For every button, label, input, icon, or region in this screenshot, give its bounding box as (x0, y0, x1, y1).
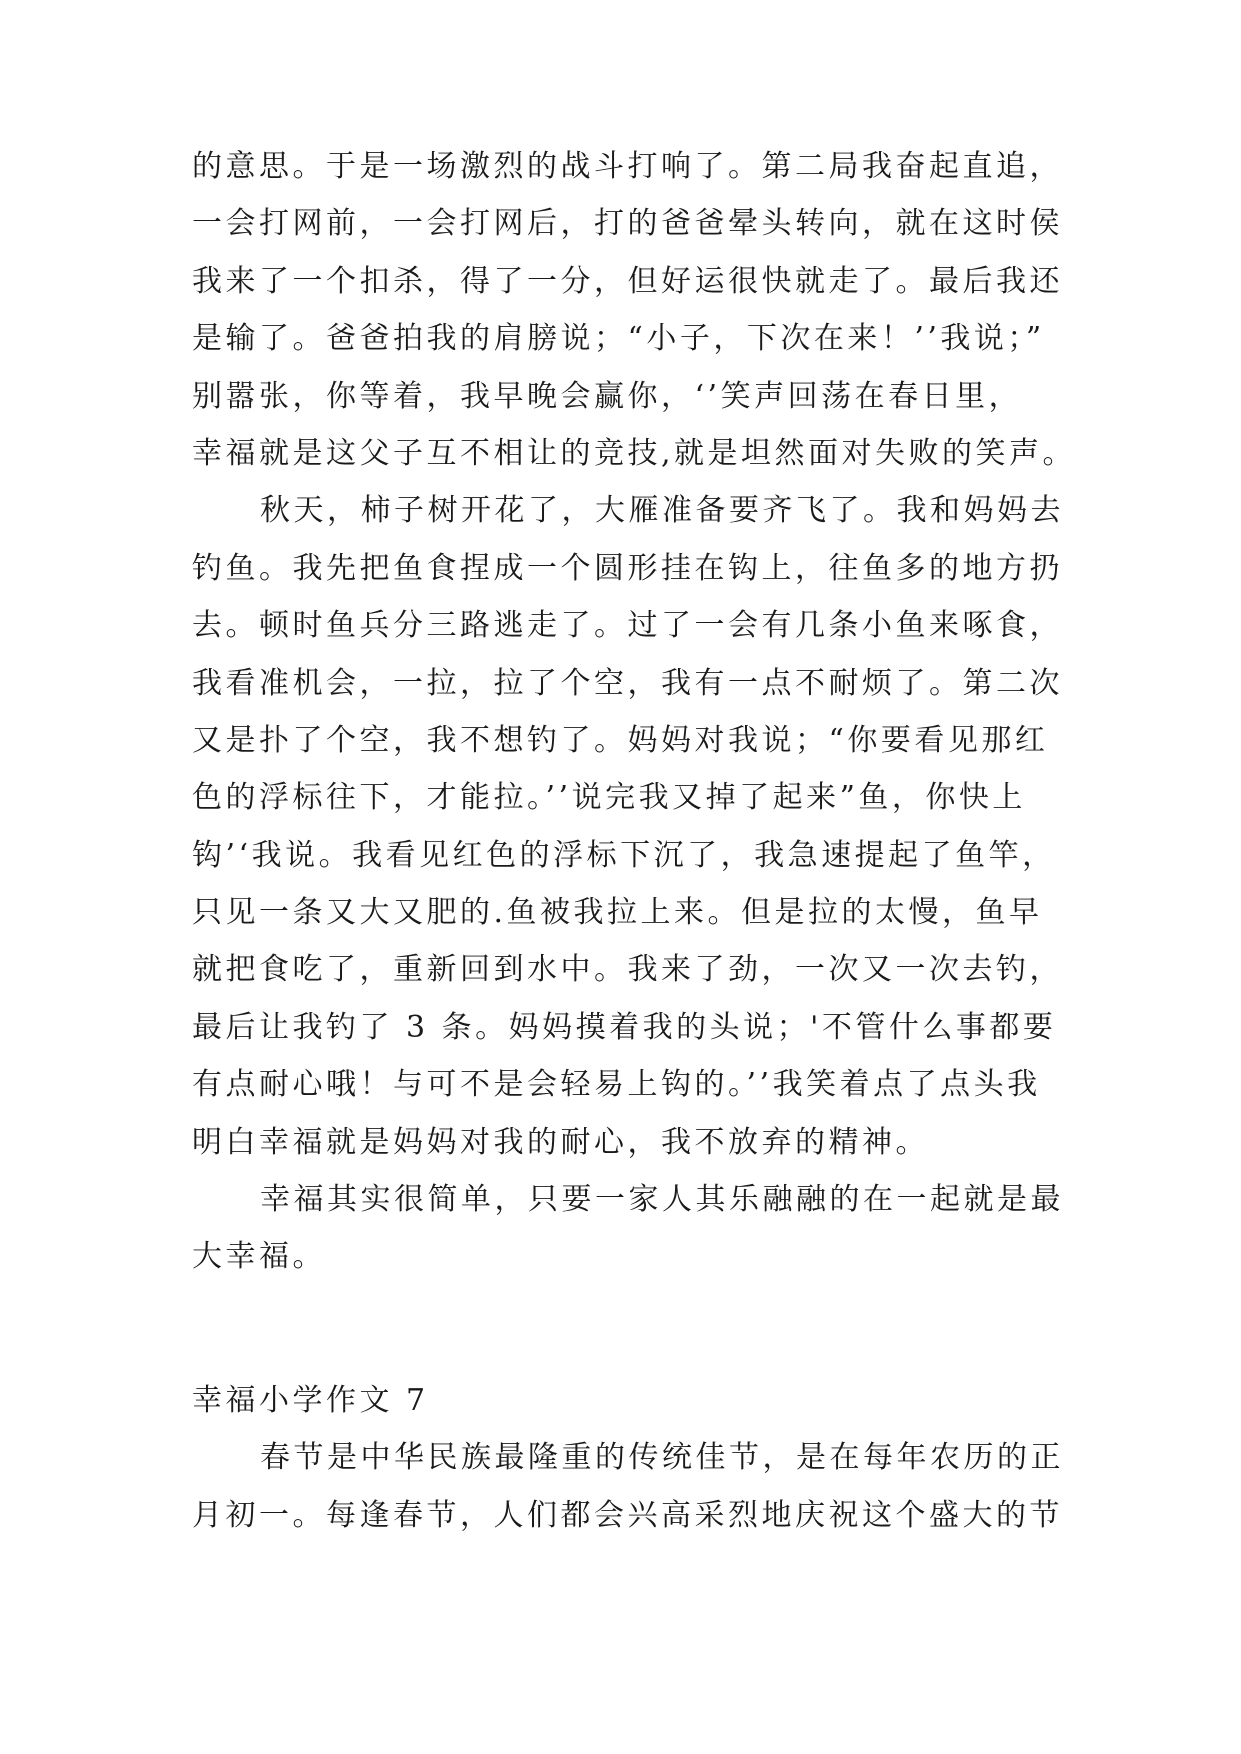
text-line: 我来了一个扣杀，得了一分，但好运很快就走了。最后我还 (192, 263, 1063, 299)
text-line: 有点耐心哦！与可不是会轻易上钩的。’’我笑着点了点头我 (192, 1067, 1041, 1103)
text-line: 别嚣张，你等着，我早晚会赢你，‘’笑声回荡在春日里， (192, 378, 1023, 414)
paragraph-2 (192, 482, 1064, 1171)
text-line: 春节是中华民族最隆重的传统佳节，是在每年农历的正 (260, 1440, 1064, 1476)
text-line: 又是扑了个空，我不想钓了。妈妈对我说；“你要看见那红 (192, 722, 1049, 758)
paragraph-1 (192, 138, 1077, 482)
text-line: 一会打网前，一会打网后，打的爸爸晕头转向，就在这时侯 (192, 206, 1063, 242)
section-gap (192, 1286, 1052, 1372)
text-line: 的意思。于是一场激烈的战斗打响了。第二局我奋起直追， (192, 149, 1063, 184)
text-line: 最后让我钓了 3 条。妈妈摸着我的头说；'不管什么事都要 (192, 1009, 1057, 1045)
paragraph-3 (192, 1171, 1064, 1286)
text-line: 大幸福。 (192, 1239, 326, 1275)
text-line: 月初一。每逢春节，人们都会兴高采烈地庆祝这个盛大的节 (192, 1497, 1063, 1533)
text-line: 色的浮标往下，才能拉。’’说完我又掉了起来”鱼，你快上 (192, 780, 1026, 816)
text-line: 只见一条又大又肥的.鱼被我拉上来。但是拉的太慢，鱼早 (192, 895, 1043, 931)
text-line: 去。顿时鱼兵分三路逃走了。过了一会有几条小鱼来啄食， (192, 608, 1063, 644)
text-line: 幸福其实很简单，只要一家人其乐融融的在一起就是最 (260, 1182, 1064, 1218)
text-line: 秋天，柿子树开花了，大雁准备要齐飞了。我和妈妈去 (260, 493, 1064, 529)
text-line: 我看准机会，一拉，拉了个空，我有一点不耐烦了。第二次 (192, 665, 1063, 701)
text-line: 就把食吃了，重新回到水中。我来了劲，一次又一次去钓， (192, 952, 1063, 988)
text-line: 明白幸福就是妈妈对我的耐心，我不放弃的精神。 (192, 1124, 929, 1160)
section-heading: 幸福小学作文 7 (192, 1382, 429, 1418)
text-line: 是输了。爸爸拍我的肩膀说；“小子，下次在来！’’我说；” (192, 321, 1045, 357)
text-line: 钩’‘我说。我看见红色的浮标下沉了，我急速提起了鱼竿， (192, 837, 1056, 873)
document-page (192, 138, 1077, 1544)
text-line: 幸福就是这父子互不相让的竞技,就是坦然面对失败的笑声。 (192, 435, 1077, 471)
text-line: 钓鱼。我先把鱼食捏成一个圆形挂在钩上，往鱼多的地方扔 (192, 550, 1063, 586)
paragraph-4 (192, 1429, 1064, 1544)
